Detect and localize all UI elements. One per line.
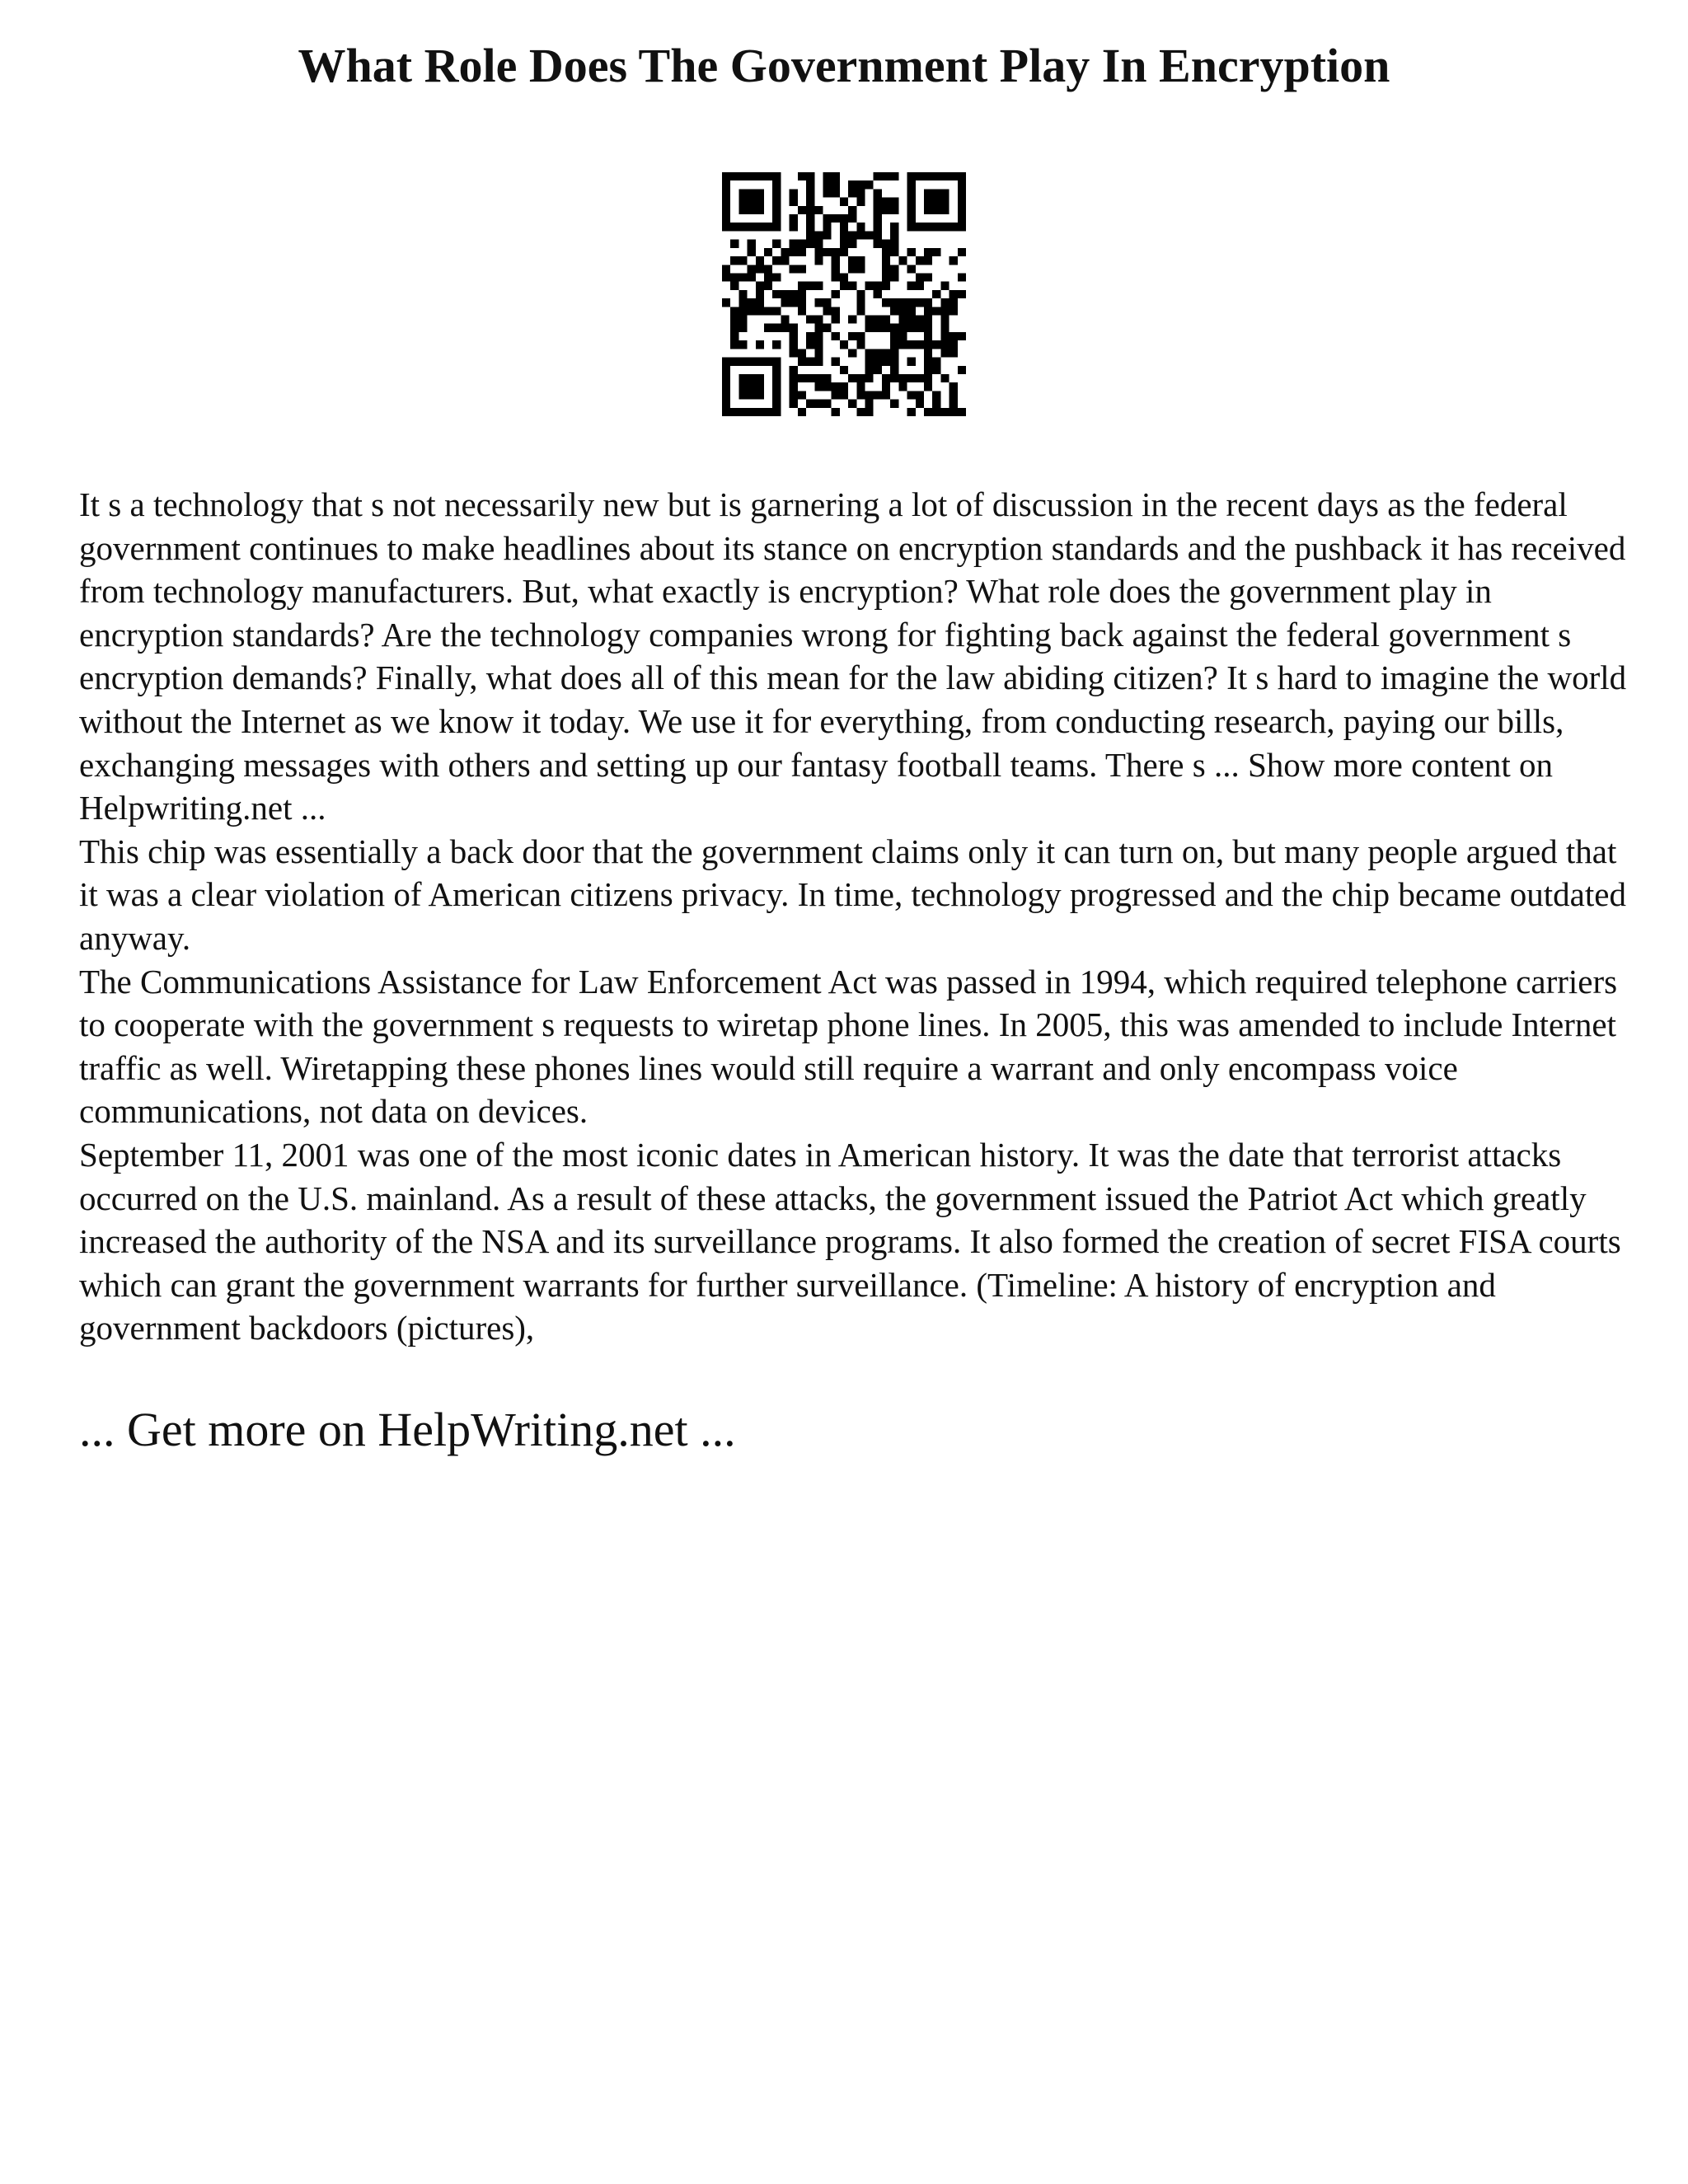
article-body bbox=[79, 483, 1629, 1350]
paragraph-intro: It s a technology that s not necessarily new but is garnering a lot of discussion in the recent days as the federal government continues to make headlines about its stance on encryption standards and the pushback it has received from technology manufacturers. But, what exactly is encryption? What role does the government play in encryption standards? Are the technology companies wrong for fighting back against the federal government s encryption demands? Finally, what does all of this mean for the law abiding citizen? It s hard to imagine the world without the Internet as we know it today. We use it for everything, from conducting research, paying our bills, exchanging messages with others and setting up our fantasy football teams. There s ... Show more content on Helpwriting.net ... bbox=[79, 485, 1627, 827]
paragraph-patriot-act: September 11, 2001 was one of the most iconic dates in American history. It was the date that terrorist attacks occurred on the U.S. mainland. As a result of these attacks, the government issued the Patriot Act which greatly increased the authority of the NSA and its surveillance programs. It also formed the creation of secret FISA courts which can grant the government warrants for further surveillance. (Timeline: A history of encryption and government backdoors (pictures), bbox=[79, 1135, 1621, 1347]
page-title: What Role Does The Government Play In Encryption bbox=[298, 39, 1390, 92]
paragraph-chip: This chip was essentially a back door that the government claims only it can turn on, but many people argued that it was a clear violation of American citizens privacy. In time, technology progressed and the chip became outdated anyway. bbox=[79, 832, 1626, 957]
paragraph-calea: The Communications Assistance for Law Enforcement Act was passed in 1994, which required telephone carriers to cooperate with the government s requests to wiretap phone lines. In 2005, this was amended to include Internet traffic as well. Wiretapping these phones lines would still require a warrant and only encompass voice communications, not data on devices. bbox=[79, 962, 1618, 1131]
get-more-link[interactable]: ... Get more on HelpWriting.net ... bbox=[79, 1403, 736, 1456]
qr-code-icon bbox=[722, 172, 966, 416]
